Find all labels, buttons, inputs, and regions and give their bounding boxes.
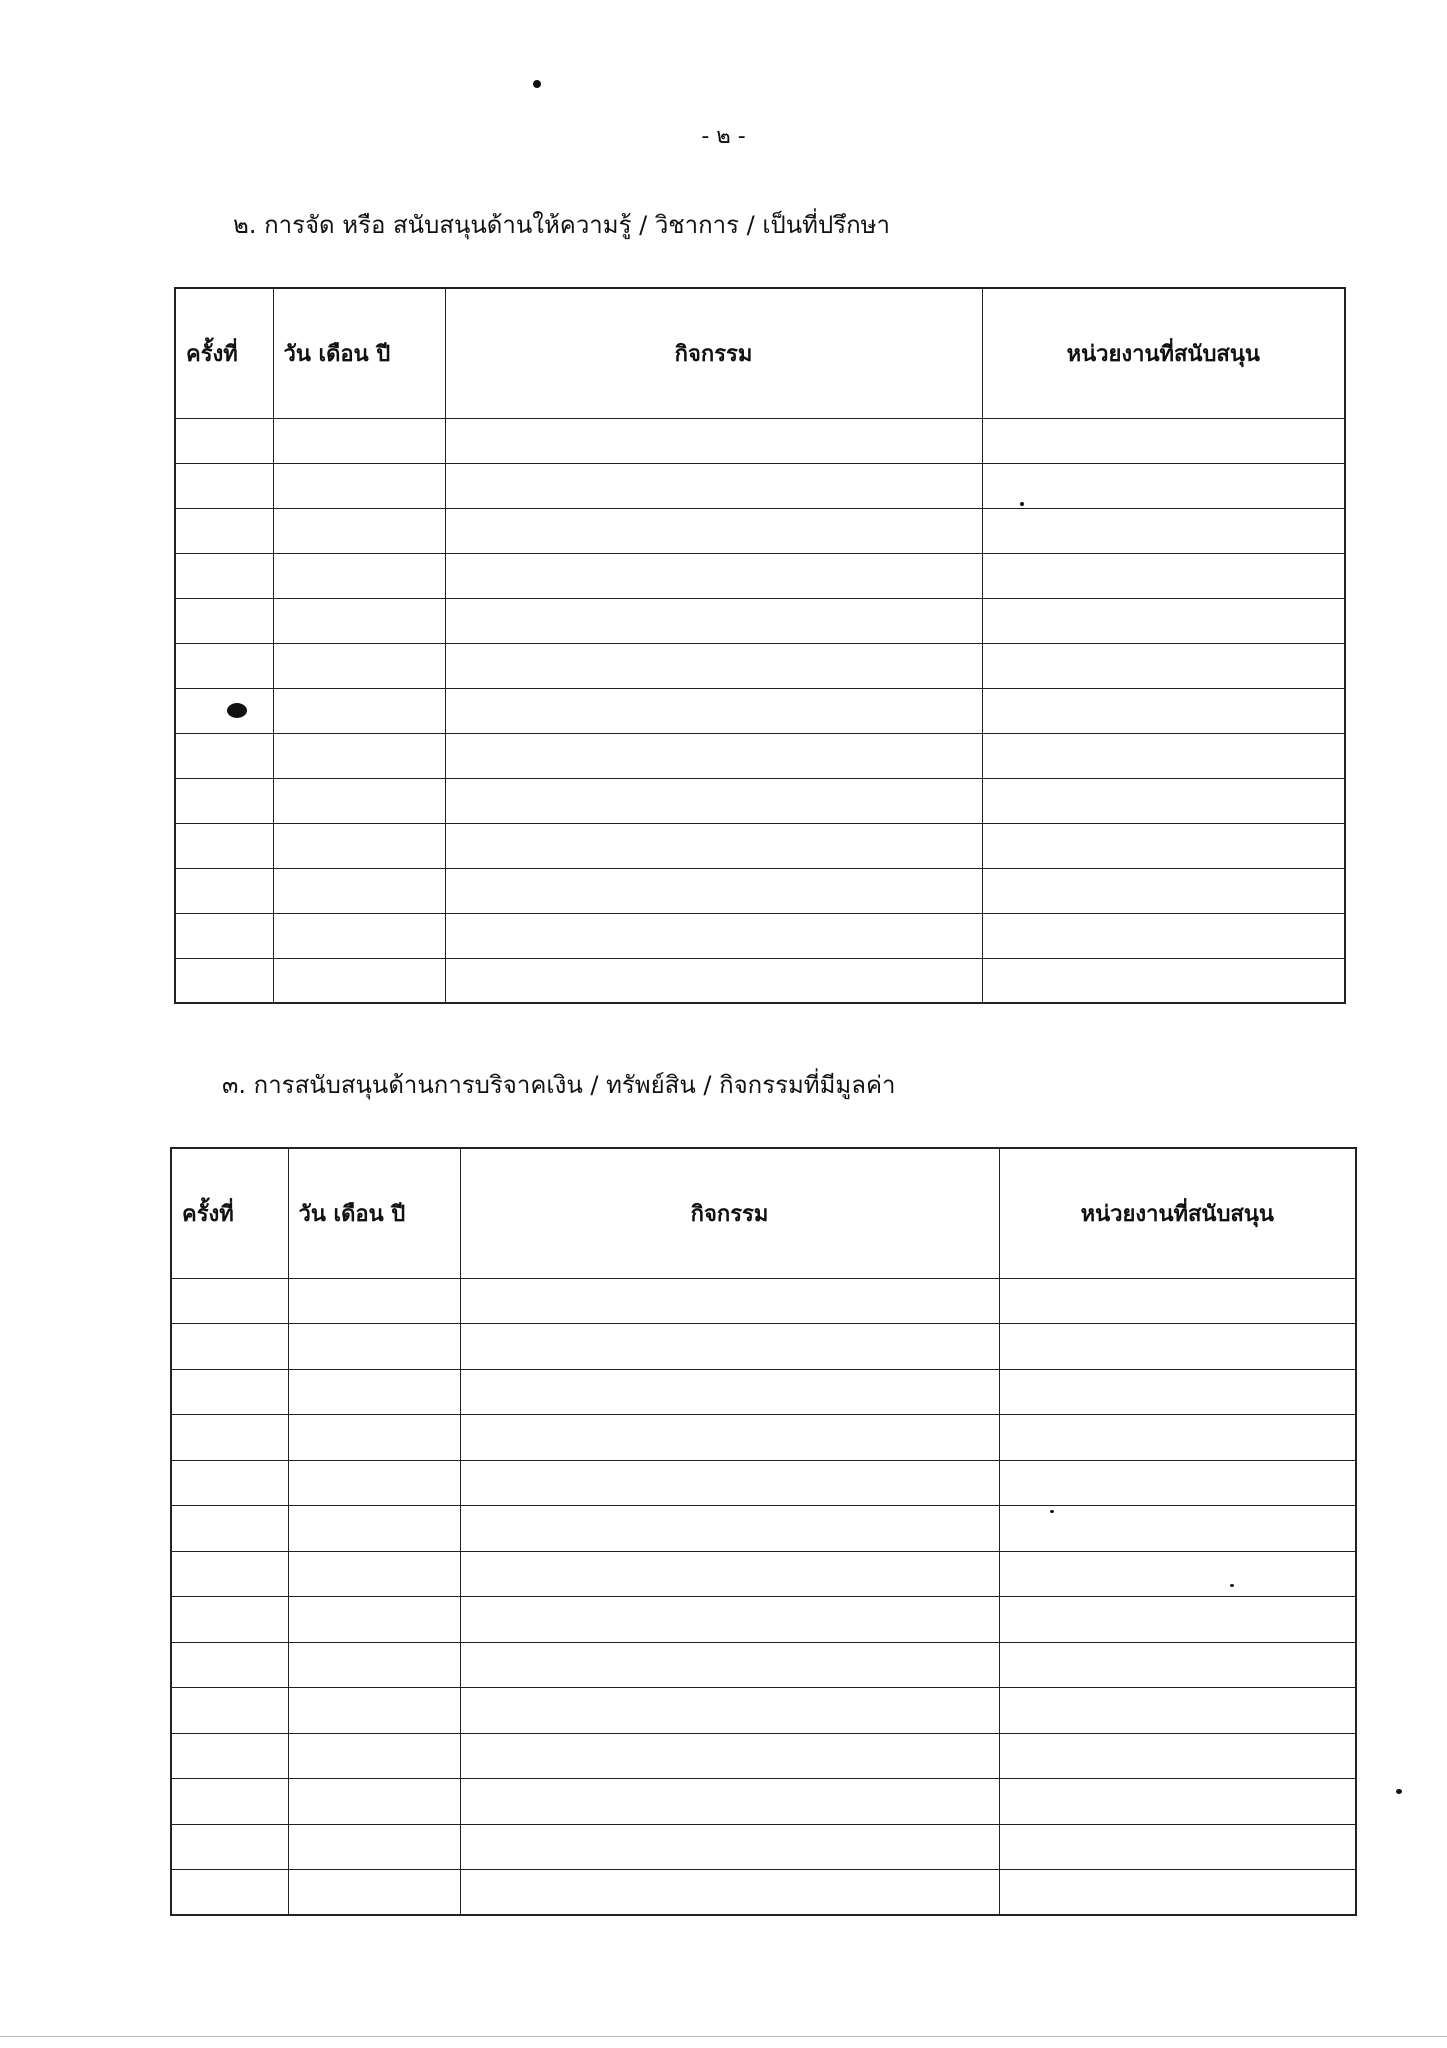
cell-activity[interactable]	[460, 1870, 999, 1916]
cell-no[interactable]	[171, 1551, 288, 1597]
cell-agency[interactable]	[982, 733, 1345, 778]
section-3-body	[171, 1278, 1356, 1915]
cell-date[interactable]	[273, 598, 445, 643]
cell-no[interactable]	[171, 1460, 288, 1506]
cell-date[interactable]	[273, 553, 445, 598]
header-activity: กิจกรรม	[445, 288, 982, 418]
cell-date[interactable]	[273, 913, 445, 958]
cell-date[interactable]	[288, 1460, 460, 1506]
table-row	[171, 1460, 1356, 1506]
cell-activity[interactable]	[460, 1688, 999, 1734]
header-no: ครั้งที่	[175, 288, 273, 418]
table-row	[175, 733, 1345, 778]
cell-agency[interactable]	[982, 823, 1345, 868]
cell-no[interactable]	[171, 1642, 288, 1688]
table-header-row	[171, 1148, 1356, 1278]
cell-date[interactable]	[273, 778, 445, 823]
cell-date[interactable]	[273, 463, 445, 508]
cell-no[interactable]	[175, 553, 273, 598]
cell-no[interactable]	[175, 688, 273, 733]
table-row	[171, 1369, 1356, 1415]
cell-no[interactable]	[175, 733, 273, 778]
table-row	[175, 778, 1345, 823]
header-date: วัน เดือน ปี	[273, 288, 445, 418]
cell-no[interactable]	[171, 1779, 288, 1825]
cell-date[interactable]	[288, 1779, 460, 1825]
cell-date[interactable]	[288, 1324, 460, 1370]
cell-date[interactable]	[273, 868, 445, 913]
cell-agency[interactable]	[999, 1779, 1356, 1825]
cell-activity[interactable]	[445, 823, 982, 868]
table-row	[175, 418, 1345, 463]
cell-activity[interactable]	[445, 688, 982, 733]
cell-activity[interactable]	[460, 1506, 999, 1552]
cell-date[interactable]	[288, 1278, 460, 1324]
table-row	[175, 688, 1345, 733]
cell-activity[interactable]	[445, 778, 982, 823]
cell-activity[interactable]	[445, 733, 982, 778]
cell-date[interactable]	[288, 1597, 460, 1643]
cell-agency[interactable]	[982, 958, 1345, 1003]
cell-agency[interactable]	[982, 418, 1345, 463]
cell-activity[interactable]	[460, 1460, 999, 1506]
table-row	[171, 1278, 1356, 1324]
cell-no[interactable]	[171, 1278, 288, 1324]
header-activity: กิจกรรม	[460, 1148, 999, 1278]
cell-date[interactable]	[288, 1688, 460, 1734]
cell-activity[interactable]	[460, 1551, 999, 1597]
table-row	[175, 508, 1345, 553]
cell-agency[interactable]	[982, 598, 1345, 643]
cell-no[interactable]	[175, 778, 273, 823]
section-2-body	[175, 418, 1345, 1003]
cell-agency[interactable]	[982, 868, 1345, 913]
cell-date[interactable]	[273, 643, 445, 688]
cell-activity[interactable]	[445, 643, 982, 688]
ink-speck	[1050, 1510, 1054, 1513]
cell-agency[interactable]	[999, 1870, 1356, 1916]
cell-no[interactable]	[175, 958, 273, 1003]
cell-activity[interactable]	[445, 553, 982, 598]
section-2-title: ๒. การจัด หรือ สนับสนุนด้านให้ความรู้ / วิชาการ / เป็นที่ปรึกษา	[233, 211, 890, 239]
cell-agency[interactable]	[982, 688, 1345, 733]
cell-activity[interactable]	[445, 508, 982, 553]
cell-agency[interactable]	[999, 1460, 1356, 1506]
cell-activity[interactable]	[445, 868, 982, 913]
table-row	[175, 643, 1345, 688]
cell-no[interactable]	[171, 1688, 288, 1734]
cell-no[interactable]	[175, 463, 273, 508]
cell-activity[interactable]	[445, 913, 982, 958]
scan-edge-line	[0, 2036, 1447, 2037]
cell-activity[interactable]	[445, 598, 982, 643]
cell-date[interactable]	[288, 1870, 460, 1916]
ink-speck	[533, 80, 541, 88]
cell-date[interactable]	[288, 1642, 460, 1688]
cell-no[interactable]	[175, 868, 273, 913]
table-row	[171, 1551, 1356, 1597]
cell-no[interactable]	[175, 598, 273, 643]
section-2-table	[174, 287, 1346, 1004]
cell-no[interactable]	[171, 1415, 288, 1461]
table-row	[171, 1779, 1356, 1825]
cell-activity[interactable]	[445, 463, 982, 508]
table-row	[175, 598, 1345, 643]
cell-activity[interactable]	[445, 958, 982, 1003]
cell-date[interactable]	[273, 508, 445, 553]
cell-date[interactable]	[288, 1415, 460, 1461]
section-3-table	[170, 1147, 1357, 1916]
cell-no[interactable]	[171, 1506, 288, 1552]
table-row	[175, 958, 1345, 1003]
cell-date[interactable]	[273, 688, 445, 733]
page-number: - ๒ -	[701, 124, 746, 149]
table-row	[175, 913, 1345, 958]
cell-agency[interactable]	[982, 508, 1345, 553]
cell-activity[interactable]	[445, 418, 982, 463]
ink-speck	[1230, 1584, 1234, 1587]
table-row	[171, 1415, 1356, 1461]
cell-no[interactable]	[175, 508, 273, 553]
table-row	[175, 463, 1345, 508]
cell-agency[interactable]	[999, 1369, 1356, 1415]
table-row	[175, 868, 1345, 913]
cell-activity[interactable]	[460, 1779, 999, 1825]
cell-no[interactable]	[175, 643, 273, 688]
cell-agency[interactable]	[982, 553, 1345, 598]
table-row	[171, 1506, 1356, 1552]
cell-activity[interactable]	[460, 1278, 999, 1324]
cell-date[interactable]	[288, 1506, 460, 1552]
cell-date[interactable]	[288, 1551, 460, 1597]
cell-date[interactable]	[273, 418, 445, 463]
header-agency: หน่วยงานที่สนับสนุน	[982, 288, 1345, 418]
ink-speck	[1396, 1789, 1402, 1794]
cell-no[interactable]	[171, 1597, 288, 1643]
cell-agency[interactable]	[982, 643, 1345, 688]
table-row	[171, 1642, 1356, 1688]
cell-no[interactable]	[171, 1733, 288, 1779]
cell-no[interactable]	[171, 1870, 288, 1916]
cell-no[interactable]	[175, 418, 273, 463]
cell-activity[interactable]	[460, 1642, 999, 1688]
table-row	[171, 1870, 1356, 1916]
cell-activity[interactable]	[460, 1597, 999, 1643]
cell-agency[interactable]	[999, 1824, 1356, 1870]
cell-date[interactable]	[273, 958, 445, 1003]
cell-agency[interactable]	[999, 1733, 1356, 1779]
cell-activity[interactable]	[460, 1824, 999, 1870]
cell-date[interactable]	[273, 733, 445, 778]
cell-activity[interactable]	[460, 1324, 999, 1370]
cell-date[interactable]	[288, 1733, 460, 1779]
table-row	[171, 1733, 1356, 1779]
cell-no[interactable]	[171, 1324, 288, 1370]
cell-agency[interactable]	[999, 1415, 1356, 1461]
cell-agency[interactable]	[999, 1688, 1356, 1734]
cell-date[interactable]	[288, 1369, 460, 1415]
ink-speck	[1020, 502, 1024, 506]
cell-agency[interactable]	[999, 1278, 1356, 1324]
cell-no[interactable]	[171, 1824, 288, 1870]
cell-activity[interactable]	[460, 1369, 999, 1415]
table-header-row	[175, 288, 1345, 418]
cell-agency[interactable]	[999, 1597, 1356, 1643]
cell-agency[interactable]	[999, 1642, 1356, 1688]
table-row	[171, 1824, 1356, 1870]
table-row	[175, 553, 1345, 598]
cell-date[interactable]	[273, 823, 445, 868]
cell-activity[interactable]	[460, 1415, 999, 1461]
header-date: วัน เดือน ปี	[288, 1148, 460, 1278]
cell-agency[interactable]	[982, 913, 1345, 958]
cell-agency[interactable]	[999, 1551, 1356, 1597]
table-row	[171, 1597, 1356, 1643]
header-agency: หน่วยงานที่สนับสนุน	[999, 1148, 1356, 1278]
cell-no[interactable]	[175, 823, 273, 868]
table-row	[171, 1324, 1356, 1370]
cell-no[interactable]	[171, 1369, 288, 1415]
header-no: ครั้งที่	[171, 1148, 288, 1278]
cell-date[interactable]	[288, 1824, 460, 1870]
cell-no[interactable]	[175, 913, 273, 958]
table-row	[175, 823, 1345, 868]
ink-blot	[227, 703, 247, 718]
cell-agency[interactable]	[982, 778, 1345, 823]
table-row	[171, 1688, 1356, 1734]
cell-agency[interactable]	[982, 463, 1345, 508]
cell-agency[interactable]	[999, 1324, 1356, 1370]
cell-activity[interactable]	[460, 1733, 999, 1779]
section-3-title: ๓. การสนับสนุนด้านการบริจาคเงิน / ทรัพย์สิน / กิจกรรมที่มีมูลค่า	[222, 1071, 896, 1099]
